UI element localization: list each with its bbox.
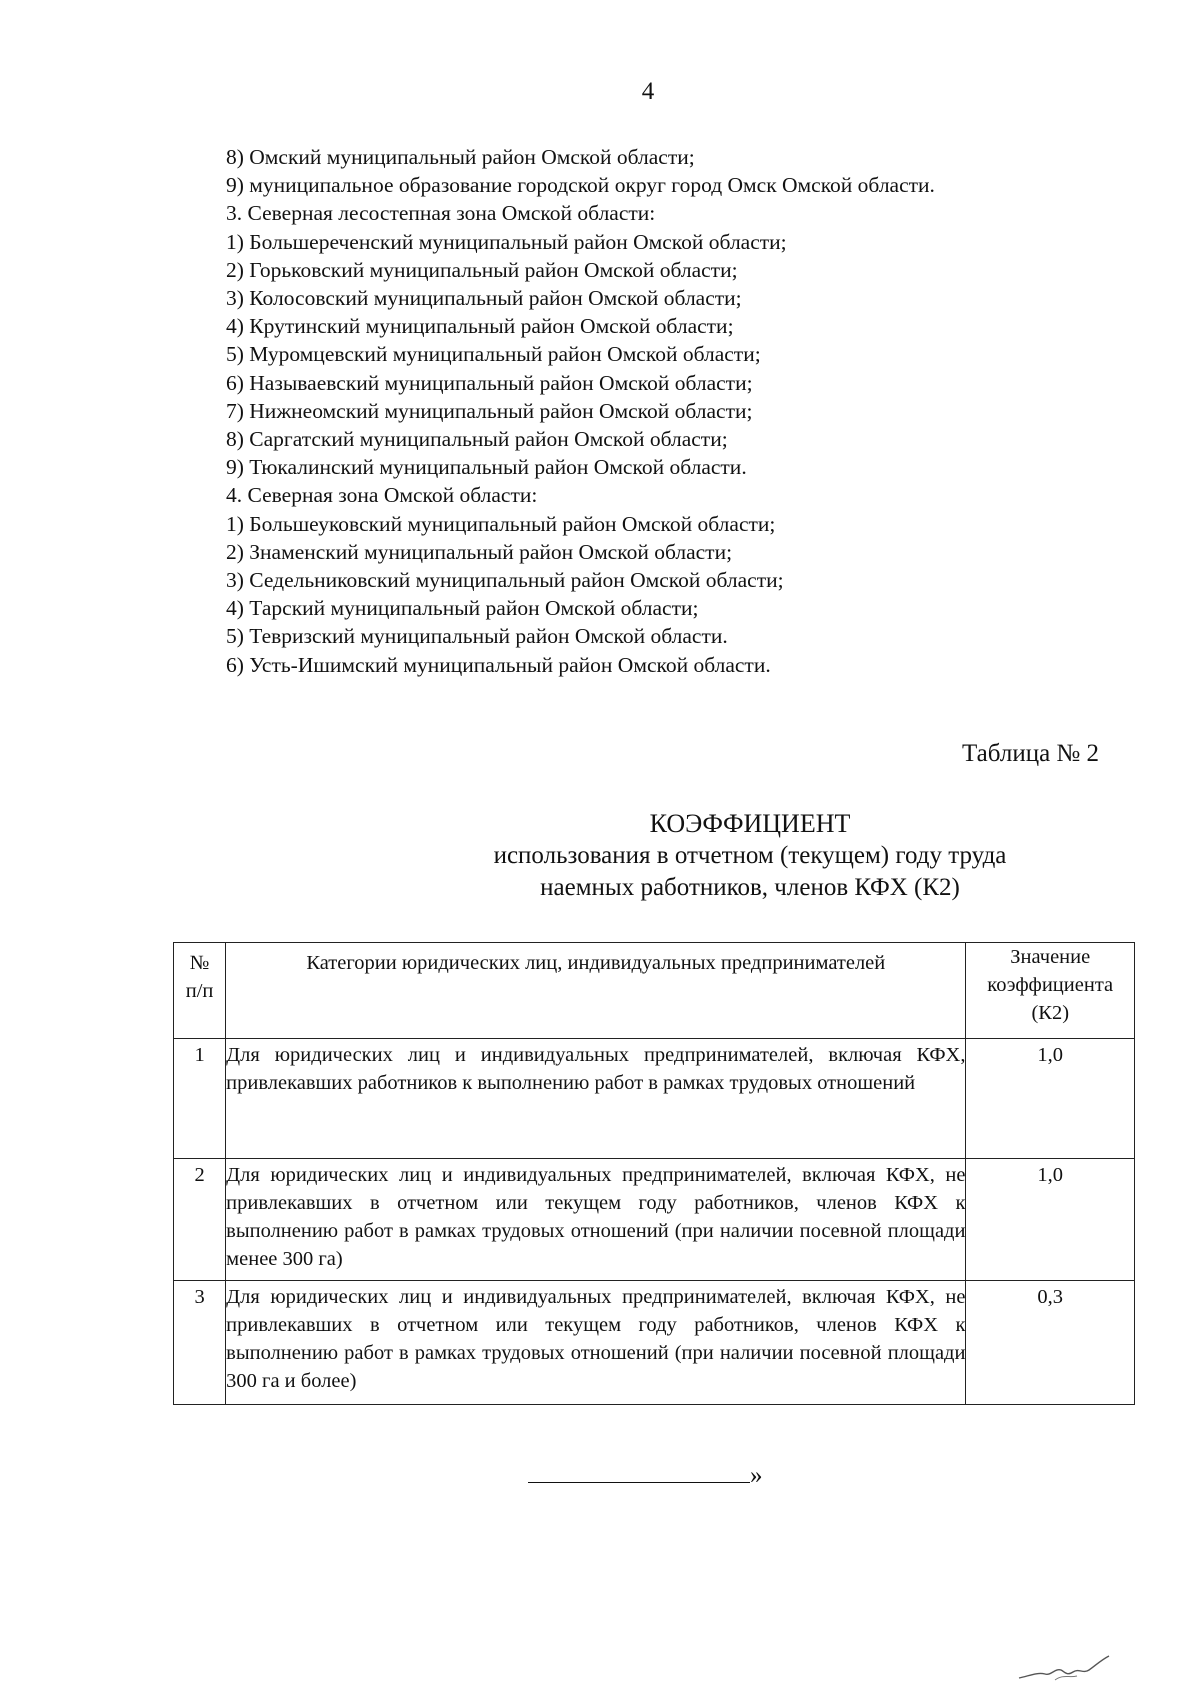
title-line-2: наемных работников, членов КФХ (К2) [540,874,960,901]
coefficient-table [173,942,1135,1405]
list-item: 5) Муромцевский муниципальный район Омской области; [226,342,761,367]
list-item: 1) Большереченский муниципальный район Омской области; [226,229,787,254]
list-item: 6) Называевский муниципальный район Омской области; [226,370,753,395]
closing-mark [528,1460,763,1490]
list-item: 4) Тарский муниципальный район Омской области; [226,596,699,621]
closing-quote: » [750,1462,763,1489]
list-item: 3) Колосовский муниципальный район Омской области; [226,286,742,311]
list-item: 9) муниципальное образование городской округ город Омск Омской области. [226,173,935,198]
header-category: Категории юридических лиц, индивидуальных предпринимателей [226,943,966,1039]
list-item: 8) Саргатский муниципальный район Омской области; [226,427,728,452]
table-header-row [174,943,1135,1039]
table-number: Таблица № 2 [962,740,1100,767]
row-category: Для юридических лиц и индивидуальных предпринимателей, включая КФХ, не привлекавших в отчетном или текущем году работников, членов КФХ к выполнению работ в рамках трудовых отношений (при наличии посевной площади менее 300 га) [226,1159,966,1281]
signature-scribble-icon [1015,1650,1115,1689]
list-item: 4) Крутинский муниципальный район Омской области; [226,314,734,339]
row-number: 1 [174,1039,226,1159]
table-title [310,808,1190,904]
table-row [174,1281,1135,1405]
list-item: 5) Тевризский муниципальный район Омской области. [226,624,728,649]
list-item: 7) Нижнеомский муниципальный район Омской области; [226,398,753,423]
table-row [174,1039,1135,1159]
list-item: 8) Омский муниципальный район Омской области; [226,145,695,169]
row-number: 3 [174,1281,226,1405]
header-number [174,943,226,1039]
page-number: 4 [641,78,655,105]
header-value: Значение коэффициента (К2) [966,943,1135,1039]
header-number-abbr: п/п [185,980,214,1002]
list-item: 3. Северная лесостепная зона Омской области: [226,201,656,226]
header-number-symbol: № [189,952,210,974]
list-item: 2) Горьковский муниципальный район Омской области; [226,257,738,282]
row-category: Для юридических лиц и индивидуальных предпринимателей, включая КФХ, не привлекавших в отчетном или текущем году работников, членов КФХ к выполнению работ в рамках трудовых отношений (при наличии посевной площади 300 га и более) [226,1281,966,1405]
row-number: 2 [174,1159,226,1281]
row-value: 0,3 [966,1281,1135,1405]
title-main: КОЭФФИЦИЕНТ [649,809,851,838]
title-line-1: использования в отчетном (текущем) году труда [493,842,1007,869]
list-item: 3) Седельниковский муниципальный район Омской области; [226,568,784,593]
list-item: 6) Усть-Ишимский муниципальный район Омской области. [226,652,771,677]
row-value: 1,0 [966,1039,1135,1159]
table-row [174,1159,1135,1281]
list-item: 2) Знаменский муниципальный район Омской области; [226,539,733,564]
list-item: 4. Северная зона Омской области: [226,483,538,508]
row-category: Для юридических лиц и индивидуальных предпринимателей, включая КФХ, привлекавших работников к выполнению работ в рамках трудовых отношений [226,1039,966,1159]
list-item: 9) Тюкалинский муниципальный район Омской области. [226,455,747,480]
list-item: 1) Большеуковский муниципальный район Омской области; [226,511,776,536]
district-list [226,143,1126,679]
closing-underline [528,1460,750,1483]
row-value: 1,0 [966,1159,1135,1281]
